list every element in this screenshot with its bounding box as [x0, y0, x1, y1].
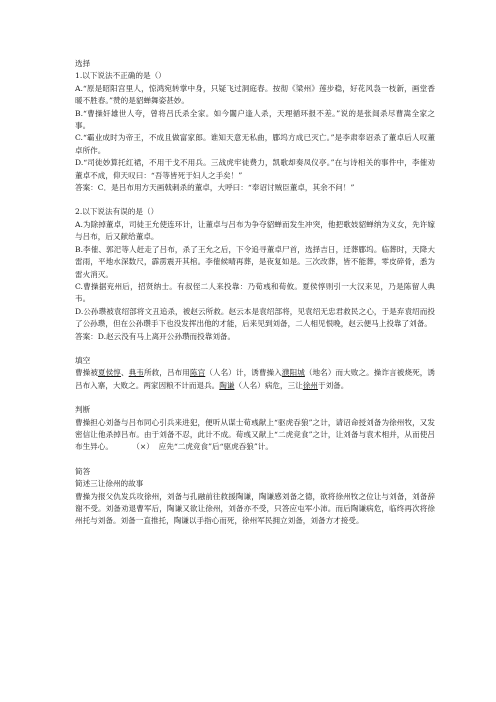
fill-text: 曹操被: [75, 368, 98, 378]
fill-in-paragraph: [75, 367, 435, 392]
fill-text: （人名）计，诱曹操入: [205, 368, 282, 378]
judge-mark: （×）: [132, 442, 154, 452]
question-2-option-b: B.李傕、郭汜等人赶走了吕布，杀了王允之后，下令追寻董卓尸首，选择吉日，迁葬郿坞。临葬时，天降大雷雨，平地水深数尺，霹雳震开其棺。李傕候晴再葬，是夜复如是。三次改葬，皆不能葬，零皮碎骨，悉为雷火消灭。: [75, 244, 435, 279]
fill-text: 于刘备。: [318, 380, 349, 390]
question-1-option-a: A.“原是昭阳宫里人，惊鸿宛转掌中身，只疑飞过洞庭春。按彻《梁州》莲步稳，好花风袅一枝新，画堂香暖不胜春。”赞的是貂蝉舞姿甚妙。: [75, 83, 435, 106]
judge-correction: 应先“二虎竞食”后“驱虎吞狼”计。: [158, 442, 273, 452]
short-answer-text: 曹操为报父仇发兵攻徐州，刘备与孔融前往救援陶谦，陶谦感刘备之德，欲将徐州牧之位让与刘备，刘备辞谢不受。刘备劝退曹军后，陶谦又欲让徐州，刘备亦不受，只答应屯军小沛。而后陶谦病危，临终再次将徐州托与刘备。刘备一直推托，陶谦以手指心而死，徐州军民拥立刘备，刘备方才接受。: [75, 491, 435, 526]
judge-paragraph: [75, 417, 435, 454]
fill-text: 、: [120, 368, 129, 378]
spacer: [75, 194, 435, 206]
fill-blank-answer: 濮阳城: [281, 368, 305, 378]
question-1-option-c: C.“霸业成时为帝王，不成且做富家郎。谁知天意无私曲，郿坞方成已灭亡。”是李肃奉诏杀了董卓后人叹董卓所作。: [75, 133, 435, 155]
judge-statement: 曹操担心刘备与吕布同心引兵来进犯，便听从谋士荀彧献上“驱虎吞狼”之计，请诏命授刘备为徐州牧，又发密信让他杀掉吕布。由于刘备不忍，此计不成。荀彧又献上“二虎竞食”之计，让刘备与袁术相并，从而使吕布生异心。: [75, 417, 435, 452]
fill-blank-answer: 陶谦: [219, 380, 235, 390]
section-heading-short: 简答: [75, 466, 91, 476]
question-2-option-d: D.公孙瓒被袁绍部将文丑追杀，被赵云所救。赵云本是袁绍部将，见袁绍无忠君救民之心，于是弃袁绍而投了公孙瓒，但在公孙瓒手下也没发挥出他的才能，后来见到刘备，二人相见恨晚，赵云便马上投靠了刘备。: [75, 306, 435, 329]
section-heading-judge: 判断: [75, 405, 91, 415]
fill-text: （人名）病危，三让: [234, 380, 303, 390]
question-1-stem: 1.以下说法不正确的是（）: [75, 71, 166, 81]
spacer: [75, 392, 435, 404]
question-2-answer: 答案：D.赵云没有马上离开公孙瓒而投靠刘备。: [75, 331, 236, 341]
question-1-option-b: B.“曹操奸雄世人夸，曾将吕氏杀全家。如今闔户逢人杀，天理循环报不差。”说的是张闿杀尽曹嵩全家之事。: [75, 108, 435, 131]
document-page: [75, 58, 435, 528]
fill-text: （地名）而大败之。操诈言被烧死，诱吕布入寨，大败之。两家因粮不计而退兵。: [75, 368, 436, 390]
fill-blank-answer: 夏侯惇: [97, 368, 121, 378]
question-2-stem: 2.以下说法有误的是（）: [75, 207, 159, 217]
spacer: [75, 454, 435, 466]
spacer: [75, 343, 435, 355]
short-answer-question: 简述三让徐州的故事: [75, 479, 144, 489]
question-1-answer: 答案：C．是吕布用方天画戟刺杀的董卓，大呼曰：“奉诏讨贼臣董卓，其余不问！”: [75, 183, 355, 193]
section-heading-choice: 选择: [75, 59, 91, 68]
question-2-option-a: A.为除掉董卓，司徒王允使连环计，让董卓与吕布为争夺貂蝉而发生冲突，他把歌妓貂蝉纳为义女，先许嫁与吕布，后又献给董卓。: [75, 219, 435, 242]
question-1-option-d: D.“司徒妙算托红裙，不用干戈不用兵。三战虎牢徒费力，凯歌却奏凤仪亭。”在与诗相关的事件中，李傕劝董卓不成，仰天叹曰：“吾等皆死于妇人之手矣！”: [75, 158, 435, 180]
fill-blank-answer: 典韦: [128, 368, 144, 378]
fill-blank-answer: 徐州: [302, 380, 318, 390]
question-2-option-c: C.曹操据兖州后，招贤纳士。有叔侄二人来投靠：乃荀彧和荀攸。夏侯惇则引一大汉来见，乃是陈留人典韦。: [75, 281, 435, 304]
fill-text: 所救，吕布用: [143, 368, 190, 378]
section-heading-fill: 填空: [75, 355, 91, 365]
fill-blank-answer: 陈宫: [189, 368, 206, 378]
